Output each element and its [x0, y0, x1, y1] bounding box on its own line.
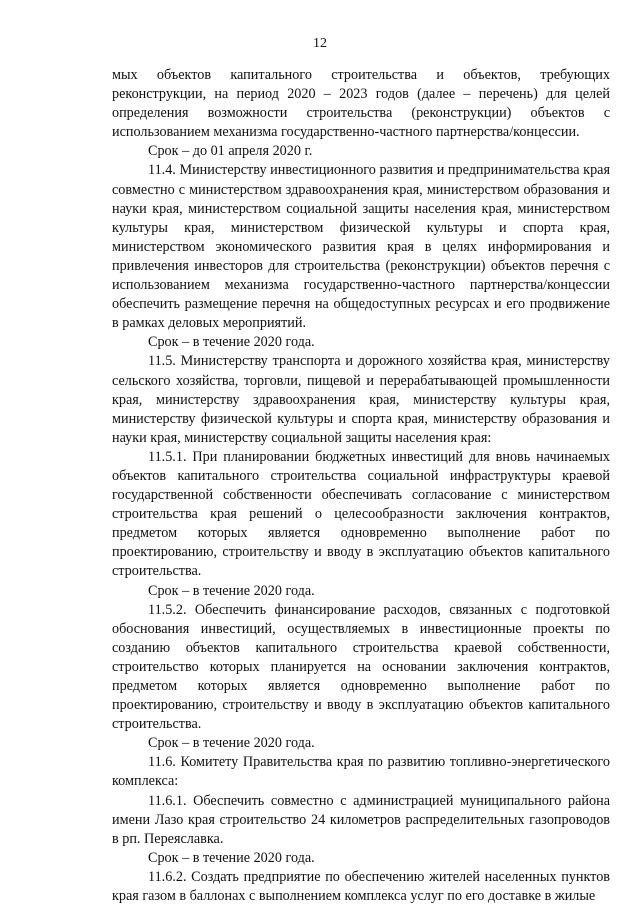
document-body [112, 66, 610, 906]
paragraph-deadline: Срок – в течение 2020 года. [148, 334, 315, 351]
paragraph-deadline: Срок – в течение 2020 года. [148, 849, 315, 866]
paragraph-11-5: 11.5. Министерству транспорта и дорожного хозяйства края, министерству сельского хозяйства, торговли, пищевой и перерабатывающей промышленности края, министерству здравоохранения края, министерству культуры края, министерству физической культуры и спорта края, министерству образования и науки края, министерству социальной защиты населения края: [112, 353, 610, 446]
paragraph-deadline: Срок – до 01 апреля 2020 г. [148, 143, 313, 160]
paragraph-11-6-2: 11.6.2. Создать предприятие по обеспечению жителей населенных пунктов края газом в баллонах с выполнением комплекса услуг по его доставке в жилые [112, 868, 610, 905]
paragraph-11-5-2: 11.5.2. Обеспечить финансирование расходов, связанных с подготовкой обоснования инвестиций, осуществляемых в инвестиционные проекты по созданию объектов капитального строительства краевой собственности, строительство которых планируется на основании заключения контрактов, предметом которых является одновременно выполнение работ по проектированию, строительству и вводу в эксплуатацию объектов капитального строительства. [112, 601, 610, 733]
paragraph-11-6: 11.6. Комитету Правительства края по развитию топливно-энергетического комплекса: [112, 754, 610, 790]
paragraph-continuation: мых объектов капитального строительства и объектов, требующих реконструкции, на период 2020 – 2023 годов (далее – перечень) для целей определения возможности строительства (реконструкции) объектов с использованием механизма государственно-частного партнерства/концессии. [112, 67, 610, 141]
paragraph-11-6-1: 11.6.1. Обеспечить совместно с администрацией муниципального района имени Лазо края строительство 24 километров распределительных газопроводов в рп. Переяславка. [112, 792, 610, 847]
paragraph-11-4: 11.4. Министерству инвестиционного развития и предпринимательства края совместно с министерством здравоохранения края, министерством образования и науки края, министерством социальной защиты населения края, министерством культуры края, министерством физической культуры и спорта края, министерством экономического развития края в целях информирования и привлечения инвесторов для строительства (реконструкции) объектов перечня с использованием механизма государственно-частного партнерства/концессии обеспечить размещение перечня на общедоступных ресурсах и его продвижение в рамках деловых мероприятий. [112, 162, 610, 332]
paragraph-deadline: Срок – в течение 2020 года. [148, 735, 315, 752]
paragraph-deadline: Срок – в течение 2020 года. [148, 582, 315, 599]
paragraph-11-5-1: 11.5.1. При планировании бюджетных инвестиций для вновь начинаемых объектов капитального строительства социальной инфраструктуры краевой государственной собственности обеспечивать согласование с министерством строительства края решений о целесообразности заключения контрактов, предметом которых является одновременно выполнение работ по проектированию, строительству и вводу в эксплуатацию объектов капитального строительства. [112, 448, 610, 580]
page-number: 12 [313, 36, 327, 51]
